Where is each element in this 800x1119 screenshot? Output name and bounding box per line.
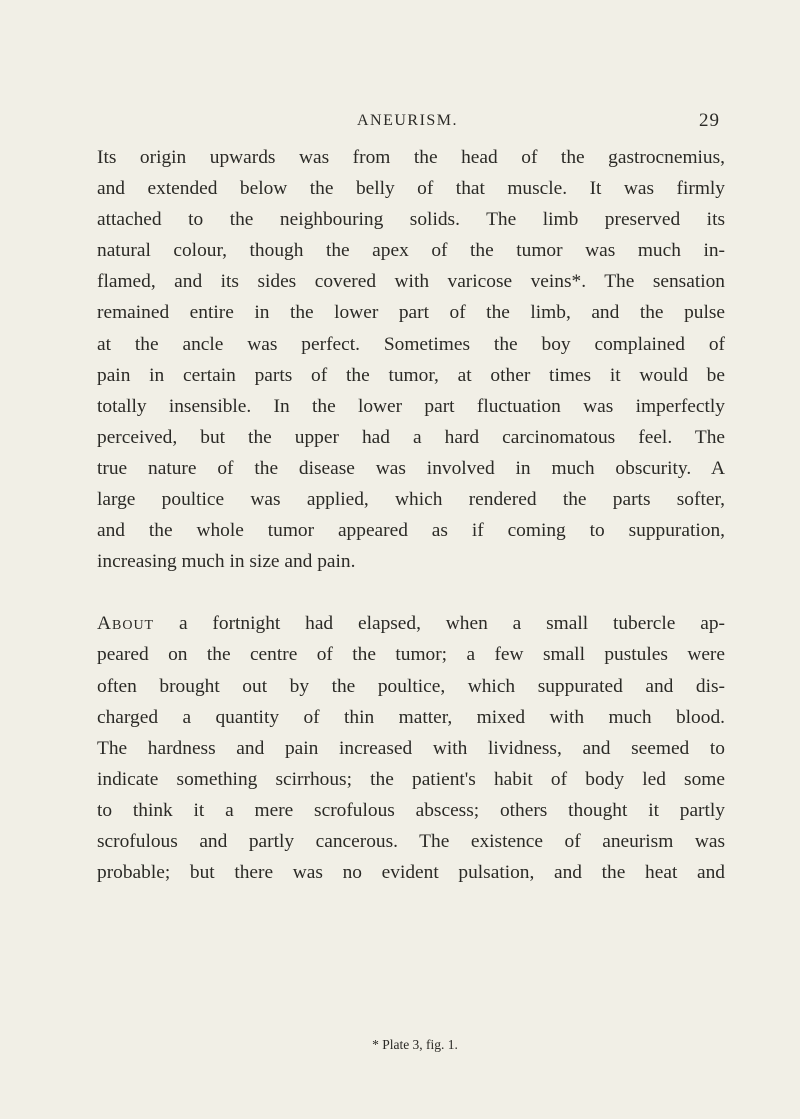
text-line: totally insensible. In the lower part fluctuation was imperfectly [97,395,725,417]
text-line: peared on the centre of the tumor; a few small pustules were [97,644,725,666]
text-line: to think it a mere scrofulous abscess; others thought it partly [97,799,725,821]
text-line: large poultice was applied, which rendered the parts softer, [97,489,725,511]
text-line: indicate something scirrhous; the patient's habit of body led some [97,768,725,790]
text-line: and the whole tumor appeared as if coming to suppuration, [97,520,725,542]
text-line: perceived, but the upper had a hard carcinomatous feel. The [97,426,725,448]
text-line: pain in certain parts of the tumor, at other times it would be [97,364,725,386]
text-line: attached to the neighbouring solids. The limb preserved its [97,209,725,231]
text-line: scrofulous and partly cancerous. The existence of aneurism was [97,830,725,852]
page-number: 29 [699,110,720,131]
body-text [97,142,725,888]
paragraph-2 [97,608,725,888]
paragraph-1 [97,142,725,577]
text-line: Its origin upwards was from the head of the gastrocnemius, [97,147,725,168]
running-title: ANEURISM. [356,112,459,129]
first-line-rest: a fortnight had elapsed, when a small tubercle ap- [154,613,725,635]
text-line: true nature of the disease was involved in much obscurity. A [97,457,725,479]
text-line: remained entire in the lower part of the limb, and the pulse [97,302,725,324]
text-line: charged a quantity of thin matter, mixed with much blood. [97,706,725,728]
text-line-first [97,608,725,639]
text-line: and extended below the belly of that muscle. It was firmly [97,178,725,200]
text-line: increasing much in size and pain. [97,551,356,573]
text-line: natural colour, though the apex of the tumor was much in- [97,240,725,262]
text-line: flamed, and its sides covered with varicose veins*. The sensation [97,271,725,293]
lead-word: About [97,613,155,635]
text-line: often brought out by the poultice, which suppurated and dis- [97,675,725,697]
text-line: The hardness and pain increased with lividness, and seemed to [97,737,725,759]
text-line: probable; but there was no evident pulsation, and the heat and [97,862,725,884]
text-line: at the ancle was perfect. Sometimes the boy complained of [97,333,725,355]
footnote: * Plate 3, fig. 1. [372,1037,458,1052]
paragraph-gap [97,577,725,608]
page-header [95,112,720,138]
